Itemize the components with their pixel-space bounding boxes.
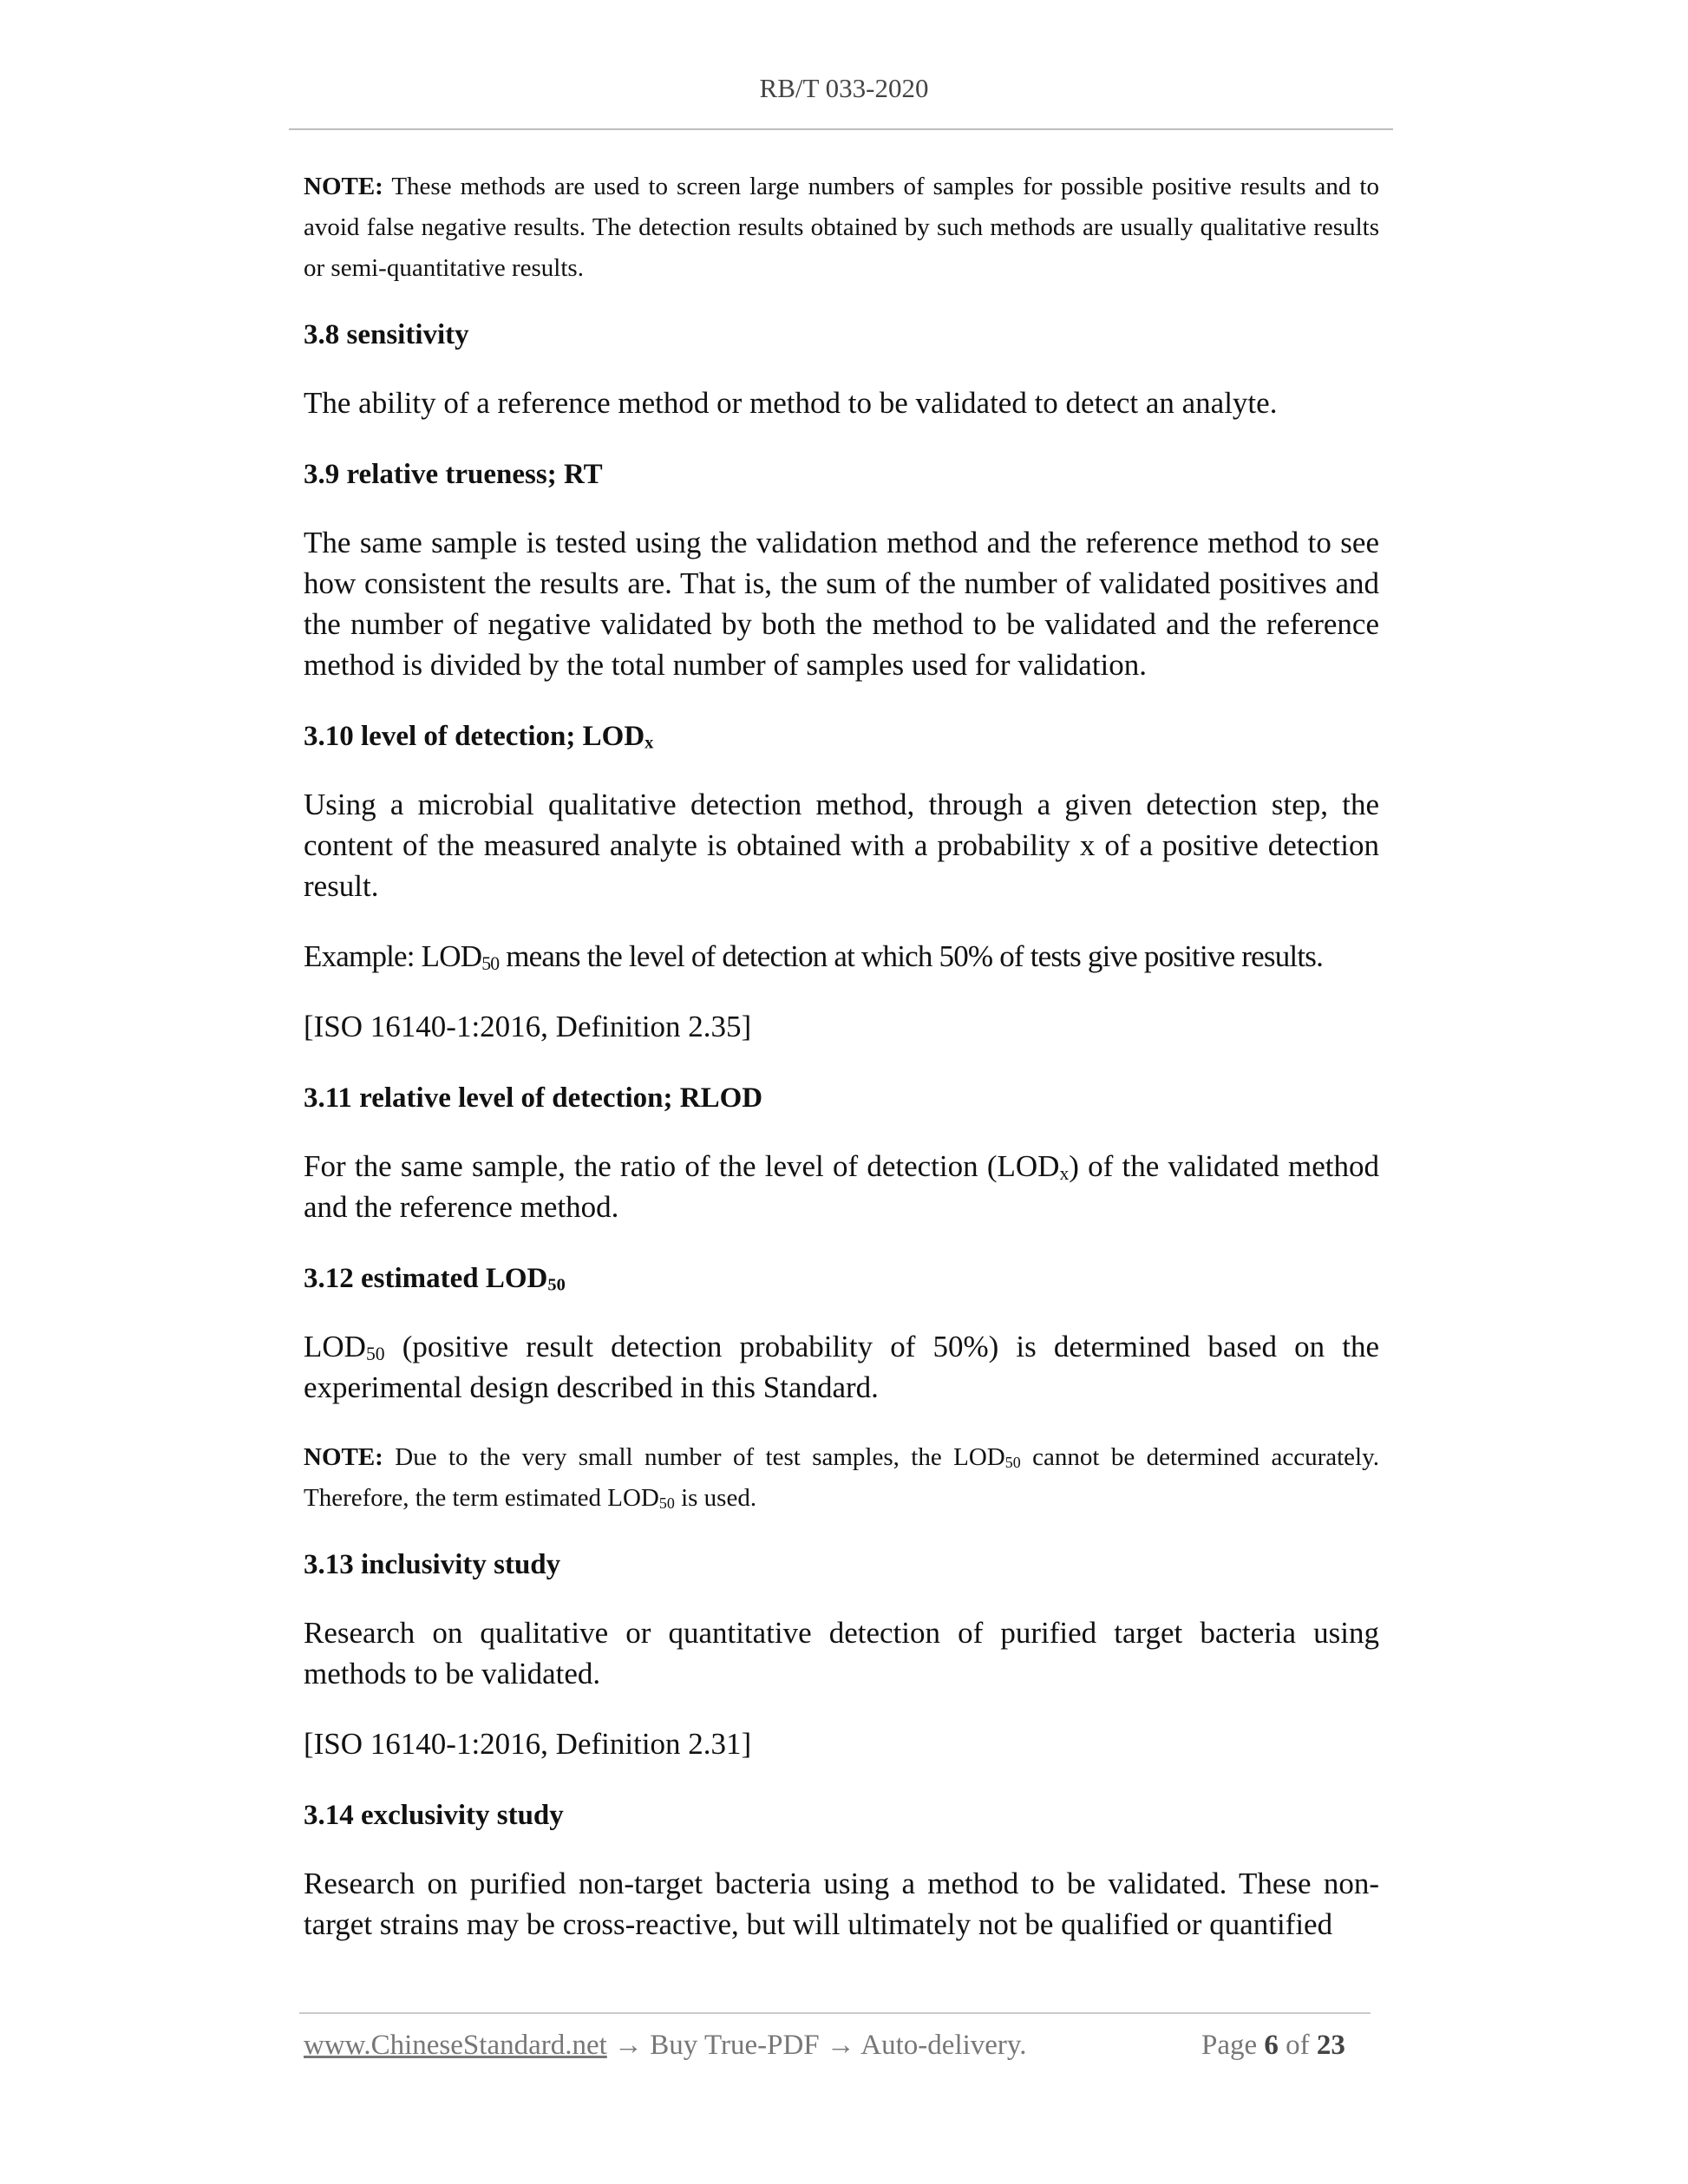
example-3-10	[304, 936, 1379, 977]
definition-3-12-post: (positive result detection probability of 50%) is determined based on the experimental design described in this Standard.	[304, 1330, 1379, 1404]
of-label: of	[1286, 2030, 1310, 2061]
note-3-12-post: is used.	[674, 1484, 757, 1512]
definition-3-14: Research on purified non-target bacteria using a method to be validated. These non-target strains may be cross-reactive, but will ultimately not be qualified or quantified	[304, 1867, 1379, 1941]
page-number: 6	[1264, 2030, 1279, 2061]
note-top	[304, 167, 1379, 289]
heading-3-12-text: 3.12 estimated LOD	[304, 1263, 548, 1294]
example-subscript: 50	[481, 952, 500, 974]
note-3-12-subscript-2: 50	[658, 1494, 675, 1513]
reference-3-13: [ISO 16140-1:2016, Definition 2.31]	[304, 1727, 752, 1761]
footer-divider	[299, 2012, 1371, 2014]
heading-3-12	[304, 1257, 1379, 1300]
example-pre: Example: LOD	[304, 939, 482, 973]
note-3-12-label: NOTE:	[304, 1443, 383, 1471]
heading-3-13: 3.13 inclusivity study	[304, 1549, 561, 1580]
note-3-12-pre: Due to the very small number of test samples, the LOD	[383, 1443, 1005, 1471]
definition-3-10: Using a microbial qualitative detection method, through a given detection step, the content of the measured analyte is obtained with a probability x of a positive detection result.	[304, 788, 1379, 903]
heading-3-10-text: 3.10 level of detection; LOD	[304, 721, 645, 752]
note-text: These methods are used to screen large numbers of samples for possible positive results and to avoid false negative results. The detection results obtained by such methods are usually qualitative results or semi-quantitative results.	[304, 173, 1379, 282]
heading-3-12-subscript: 50	[547, 1275, 566, 1295]
definition-3-8: The ability of a reference method or method to be validated to detect an analyte.	[304, 386, 1278, 420]
website-link[interactable]: www.ChineseStandard.net	[304, 2030, 607, 2061]
example-post: means the level of detection at which 50% of tests give positive results.	[499, 939, 1324, 973]
definition-3-12-pre: LOD	[304, 1330, 366, 1363]
heading-3-10	[304, 715, 1379, 758]
running-header: RB/T 033-2020	[759, 73, 929, 103]
note-3-12-mid: cannot be determined accurately. Therefore, the term estimated LOD	[304, 1443, 1379, 1512]
header-divider	[289, 128, 1393, 130]
footer-promo	[304, 2030, 1027, 2062]
note-label: NOTE:	[304, 173, 383, 200]
heading-3-11: 3.11 relative level of detection; RLOD	[304, 1082, 763, 1114]
heading-3-10-subscript: x	[644, 733, 654, 753]
definition-3-9: The same sample is tested using the validation method and the reference method to see how consistent the results are. That is, the sum of the number of validated positives and the number of negative validated by both the method to be validated and the reference method is divided by the total number of samples used for validation.	[304, 526, 1379, 682]
definition-3-11-subscript: x	[1059, 1162, 1070, 1184]
definition-3-13: Research on qualitative or quantitative detection of purified target bacteria using methods to be validated.	[304, 1616, 1379, 1690]
note-3-12	[304, 1437, 1379, 1519]
page-total: 23	[1316, 2030, 1345, 2061]
heading-3-14: 3.14 exclusivity study	[304, 1800, 564, 1831]
definition-3-11-post: ) of the validated method and the reference method.	[304, 1149, 1379, 1224]
note-3-12-subscript-1: 50	[1004, 1454, 1021, 1472]
definition-3-11	[304, 1146, 1379, 1227]
heading-3-8: 3.8 sensitivity	[304, 319, 469, 350]
reference-3-10: [ISO 16140-1:2016, Definition 2.35]	[304, 1010, 752, 1043]
definition-3-11-pre: For the same sample, the ratio of the level of detection (LOD	[304, 1149, 1060, 1183]
page-counter	[1201, 2030, 1345, 2062]
definition-3-12	[304, 1326, 1379, 1408]
page-label: Page	[1201, 2030, 1258, 2061]
heading-3-9: 3.9 relative trueness; RT	[304, 459, 603, 490]
footer-promo-text: → Buy True-PDF → Auto-delivery.	[606, 2030, 1027, 2061]
definition-3-12-subscript: 50	[365, 1343, 385, 1364]
page-body	[304, 167, 1379, 1974]
